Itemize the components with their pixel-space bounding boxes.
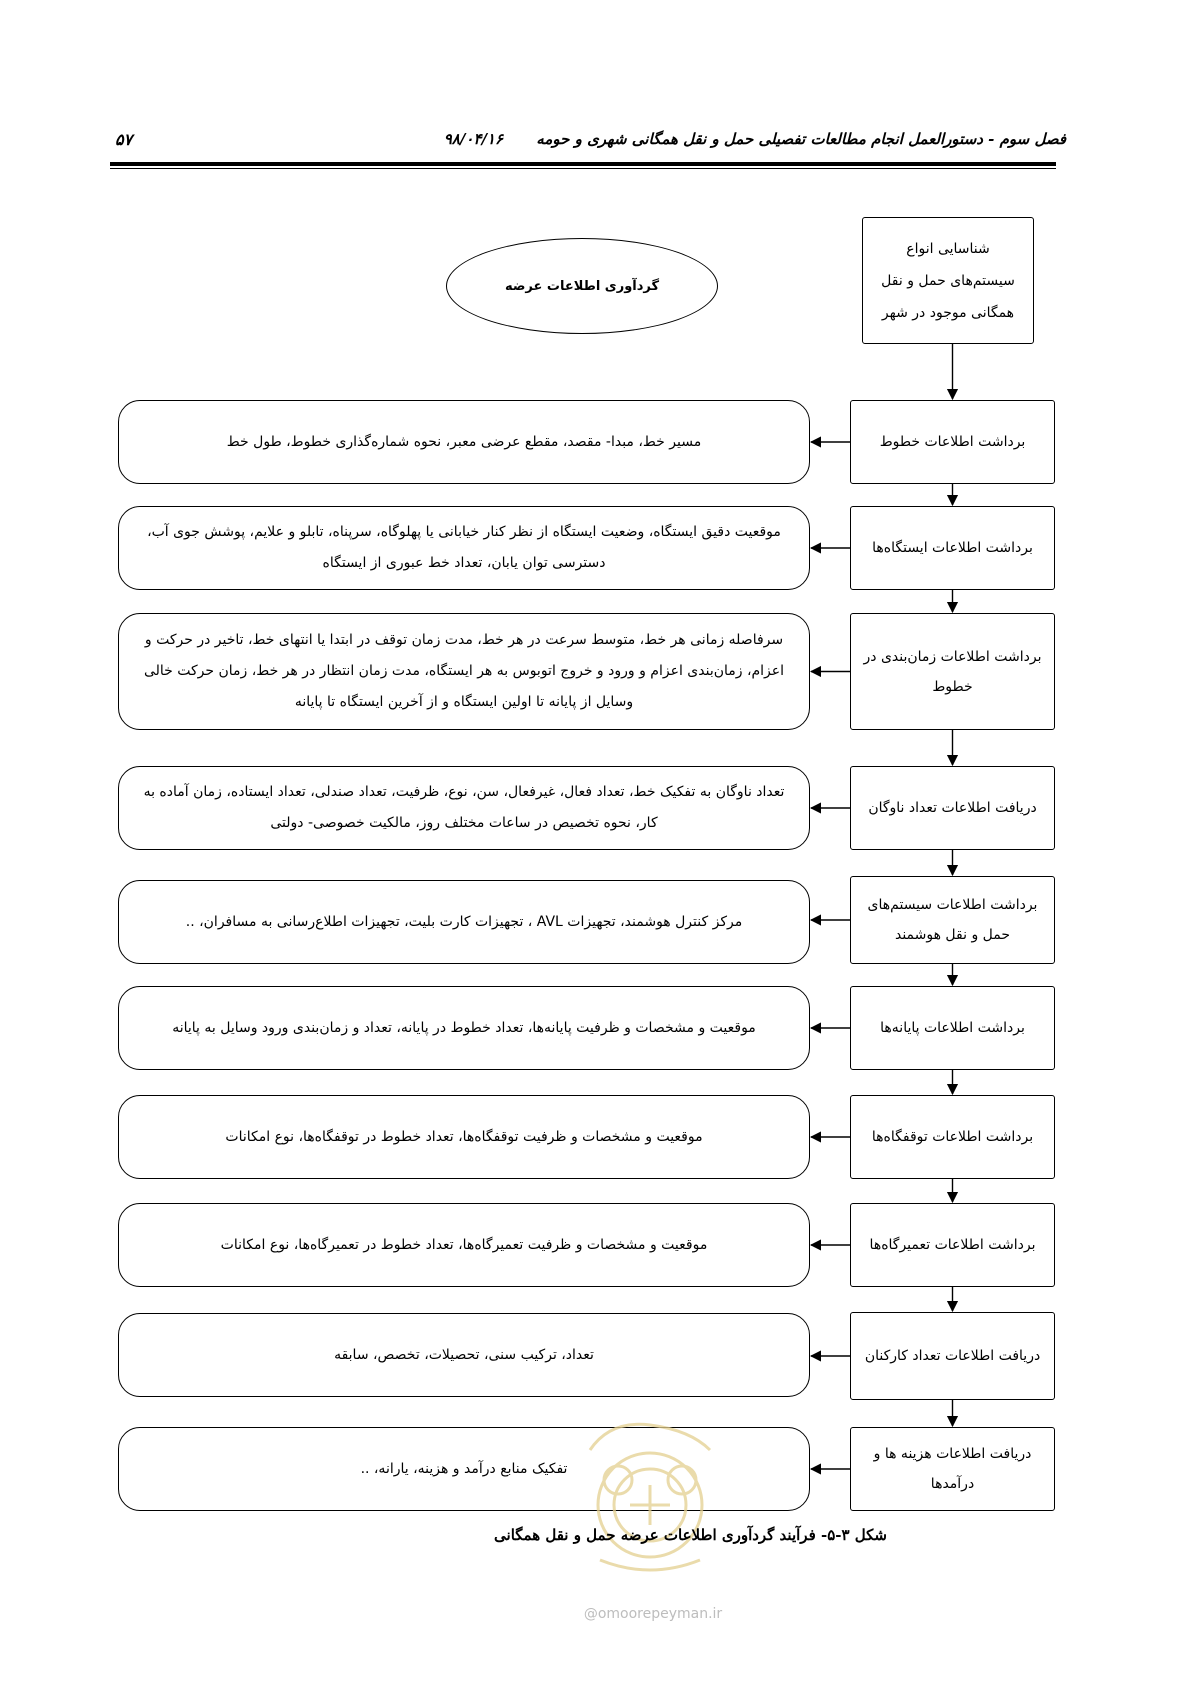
step-detail-box-5: مرکز کنترل هوشمند، تجهیزات AVL ، تجهیزات کارت بلیت، تجهیزات اطلاع‌رسانی به مسافران، .. xyxy=(118,880,810,964)
step-box-6: برداشت اطلاعات پایانه‌ها xyxy=(850,986,1055,1070)
header-date: ۹۸/۰۴/۱۶ xyxy=(443,130,504,148)
process-title-ellipse: گردآوری اطلاعات عرضه xyxy=(446,238,718,334)
watermark-url: @omoorepeyman.ir xyxy=(583,1606,723,1622)
step-detail-box-2: موقعیت دقیق ایستگاه، وضعیت ایستگاه از نظر کنار خیابانی یا پهلوگاه، سرپناه، تابلو و علایم، پوشش جوی آب، دسترسی توان یابان، تعداد خط عبوری از ایستگاه xyxy=(118,506,810,590)
step-box-7: برداشت اطلاعات توقفگاه‌ها xyxy=(850,1095,1055,1179)
start-box-identify-systems: شناسایی انواع سیستم‌های حمل و نقل همگانی موجود در شهر xyxy=(862,217,1034,344)
step-detail-box-9: تعداد، ترکیب سنی، تحصیلات، تخصص، سابقه xyxy=(118,1313,810,1397)
step-box-2: برداشت اطلاعات ایستگاه‌ها xyxy=(850,506,1055,590)
step-box-9: دریافت اطلاعات تعداد کارکنان xyxy=(850,1312,1055,1400)
step-detail-box-3: سرفاصله زمانی هر خط، متوسط سرعت در هر خط، مدت زمان توقف در ابتدا یا انتهای خط، تاخیر در حرکت و اعزام، زمان‌بندی اعزام و ورود و خروج اتوبوس به هر ایستگاه، مدت زمان انتظار در هر خط، زمان حرکت خالی وسایل از پایانه تا اولین ایستگاه و از آخرین ایستگاه تا پایانه xyxy=(118,613,810,730)
figure-caption: شکل ۳-۵- فرآیند گردآوری اطلاعات عرضه حمل و نقل همگانی xyxy=(494,1526,887,1544)
step-detail-box-8: موقعیت و مشخصات و ظرفیت تعمیرگاه‌ها، تعداد خطوط در تعمیرگاه‌ها، نوع امکانات xyxy=(118,1203,810,1287)
step-detail-box-4: تعداد ناوگان به تفکیک خط، تعداد فعال، غیرفعال، سن، نوع، ظرفیت، تعداد صندلی، تعداد ایستاده، زمان آماده به کار، نحوه تخصیص در ساعات مختلف روز، مالکیت خصوصی- دولتی xyxy=(118,766,810,850)
step-box-8: برداشت اطلاعات تعمیرگاه‌ها xyxy=(850,1203,1055,1287)
page-number: ۵۷ xyxy=(115,130,133,149)
header-title: فصل سوم - دستورالعمل انجام مطالعات تفصیلی حمل و نقل همگانی شهری و حومه xyxy=(536,130,1066,148)
step-box-1: برداشت اطلاعات خطوط xyxy=(850,400,1055,484)
step-box-4: دریافت اطلاعات تعداد ناوگان xyxy=(850,766,1055,850)
step-box-10: دریافت اطلاعات هزینه ها و درآمدها xyxy=(850,1427,1055,1511)
step-box-3: برداشت اطلاعات زمان‌بندی در خطوط xyxy=(850,613,1055,730)
step-box-5: برداشت اطلاعات سیستم‌های حمل و نقل هوشمند xyxy=(850,876,1055,964)
step-detail-box-10: تفکیک منابع درآمد و هزینه، یارانه، .. xyxy=(118,1427,810,1511)
step-detail-box-7: موقعیت و مشخصات و ظرفیت توقفگاه‌ها، تعداد خطوط در توقفگاه‌ها، نوع امکانات xyxy=(118,1095,810,1179)
step-detail-box-6: موقعیت و مشخصات و ظرفیت پایانه‌ها، تعداد خطوط در پایانه، تعداد و زمان‌بندی ورود وسایل به پایانه xyxy=(118,986,810,1070)
step-detail-box-1: مسیر خط، مبدا- مقصد، مقطع عرضی معبر، نحوه شماره‌گذاری خطوط، طول خط xyxy=(118,400,810,484)
